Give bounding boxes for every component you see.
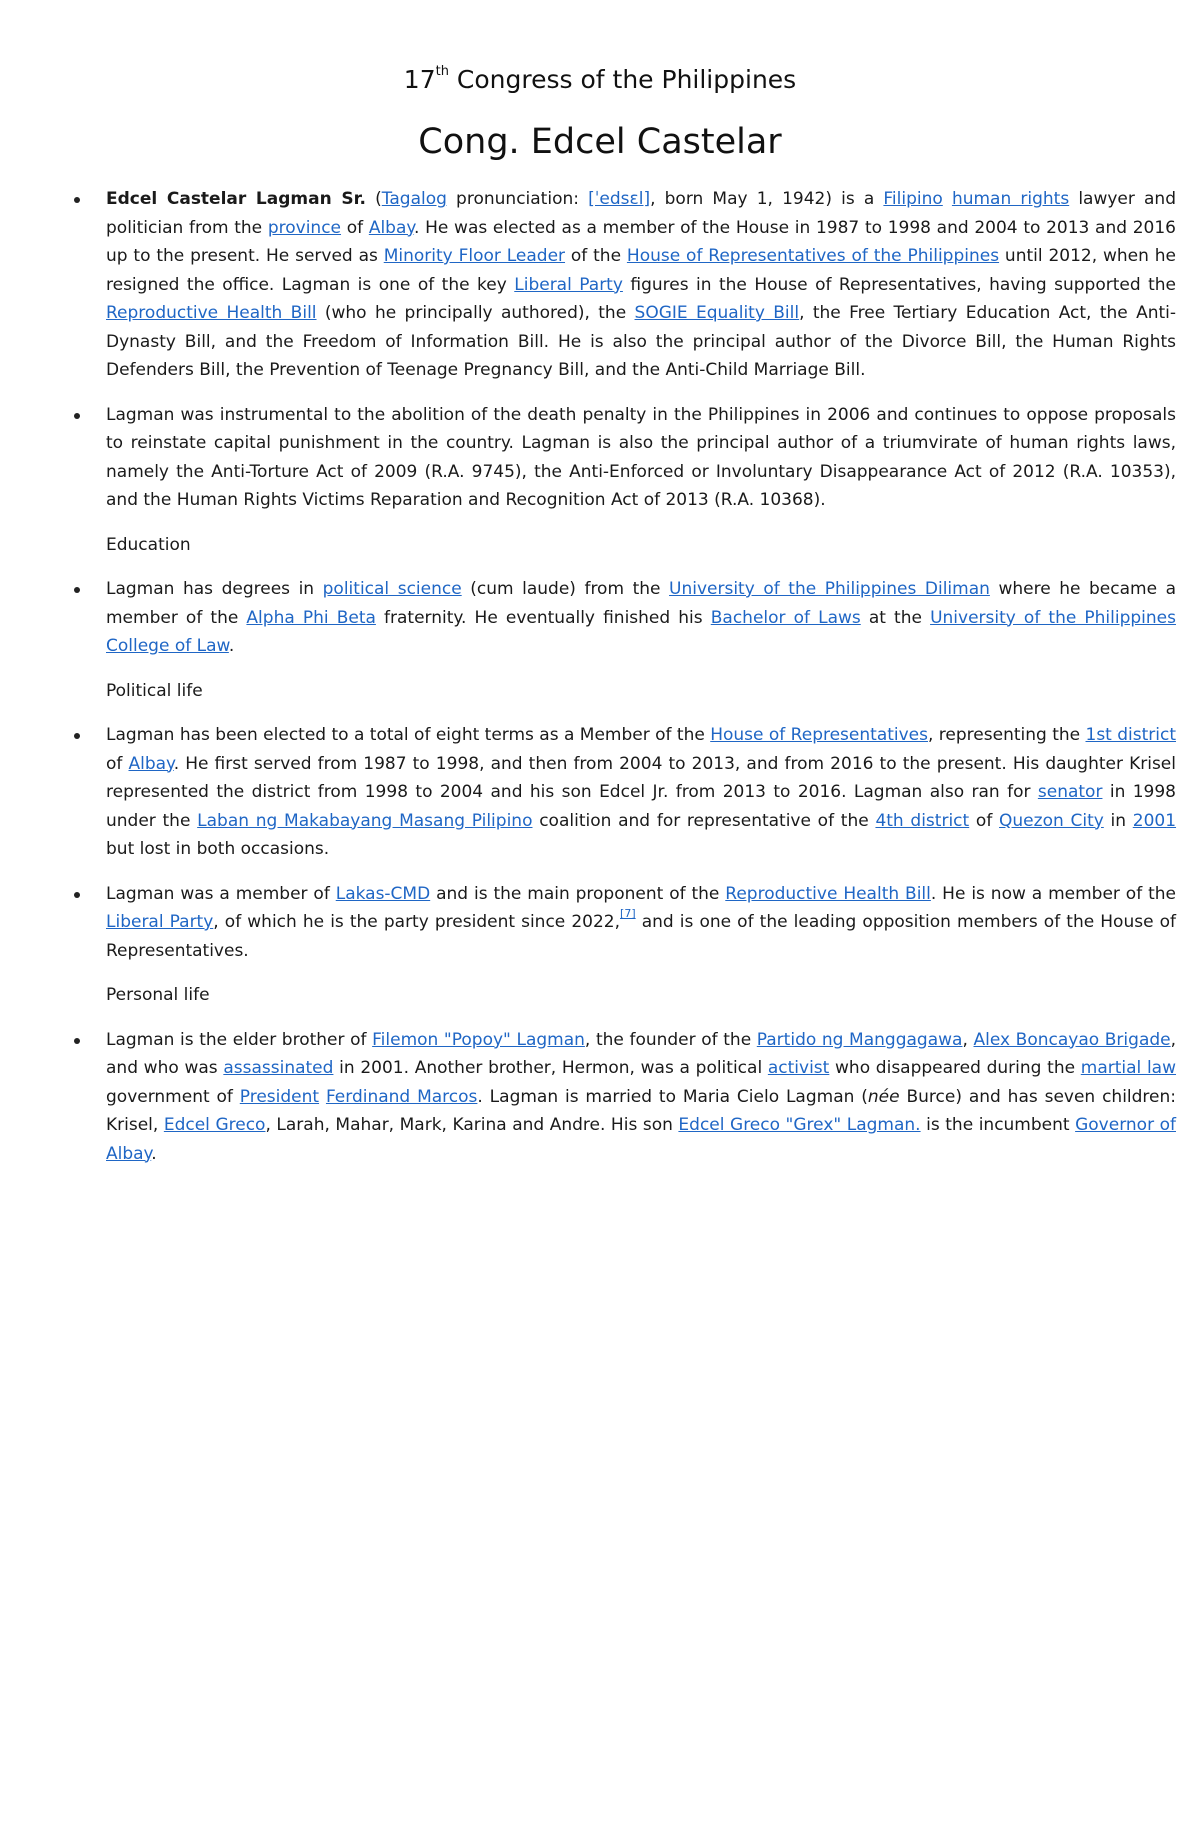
link-house-of-representatives[interactable]: House of Representatives xyxy=(710,725,928,745)
link-ferdinand-marcos[interactable]: Ferdinand Marcos xyxy=(325,1086,478,1107)
article-body xyxy=(106,185,1176,1184)
link-lamp[interactable]: Laban ng Makabayang Masang Pilipino xyxy=(197,810,533,831)
congress-heading xyxy=(0,64,1200,96)
link-political-science[interactable]: political science xyxy=(322,579,462,599)
text-run: , the founder of the xyxy=(584,1029,757,1050)
congress-title: Congress of the Philippines xyxy=(456,65,797,94)
link-albay[interactable]: Albay xyxy=(368,217,415,238)
link-governor-of-albay[interactable]: Governor of Albay xyxy=(106,1115,1176,1164)
text-run: (who he principally authored), the xyxy=(316,303,635,323)
nee-italic: née xyxy=(867,1086,900,1107)
text-run xyxy=(943,189,952,209)
congress-number: 17 xyxy=(403,65,436,94)
bullet-education xyxy=(106,575,1176,661)
text-run: , representing the xyxy=(928,725,1086,745)
link-up-diliman[interactable]: University of the Philippines Diliman xyxy=(669,579,990,599)
text-run: of xyxy=(969,810,1000,831)
text-run: Lagman has been elected to a total of eight terms as a Member of the xyxy=(106,725,711,745)
text-run: Lagman has degrees in xyxy=(106,579,323,599)
link-reproductive-health-bill[interactable]: Reproductive Health Bill xyxy=(106,303,317,323)
text-run: of the xyxy=(565,246,627,266)
text-run: , and who was xyxy=(106,1029,1177,1078)
text-run: in xyxy=(1103,810,1133,831)
link-ipa[interactable]: [ˈedsɛl] xyxy=(588,189,651,209)
link-senator[interactable]: senator xyxy=(1037,782,1103,802)
text-run: government of xyxy=(106,1086,240,1107)
text-run: pronunciation: xyxy=(446,189,589,209)
ordinal-suffix: th xyxy=(435,63,449,79)
text-run: . He first served from 1987 to 1998, and then from 2004 to 2013, and from 2016 to the present. His daughter Krisel represented the district from 1998 to 2004 and his son Edcel Jr. from 2013 to 2016. Lagman also ran for xyxy=(106,753,1176,802)
text-run: . He is now a member of the xyxy=(930,883,1176,904)
text-run: . xyxy=(151,1143,157,1164)
text-run: . xyxy=(228,636,235,656)
person-name: Edcel Castelar Lagman Sr. xyxy=(106,189,367,209)
link-liberal-party[interactable]: Liberal Party xyxy=(106,912,214,932)
link-filipino[interactable]: Filipino xyxy=(883,189,943,209)
text-run: Lagman was a member of xyxy=(106,883,336,904)
section-heading-personal-life: Personal life xyxy=(106,985,210,1005)
bullet-political-terms xyxy=(106,721,1176,864)
link-president[interactable]: President xyxy=(239,1086,320,1107)
text-run: of xyxy=(341,217,369,238)
text-run: and is one of the leading opposition members of the House of Representatives. xyxy=(106,912,1177,961)
text-run: (cum laude) from the xyxy=(461,579,670,599)
bullet-party-membership xyxy=(106,880,1176,966)
text-run: ( xyxy=(366,189,382,209)
link-bachelor-of-laws[interactable]: Bachelor of Laws xyxy=(710,607,861,628)
link-1st-district[interactable]: 1st district xyxy=(1085,725,1177,745)
text-run: figures in the House of Representatives, having supported the xyxy=(622,274,1176,295)
link-reproductive-health-bill[interactable]: Reproductive Health Bill xyxy=(725,883,931,904)
link-grex-lagman[interactable]: Edcel Greco "Grex" Lagman. xyxy=(678,1115,921,1135)
link-assassinated[interactable]: assassinated xyxy=(223,1058,334,1078)
text-run: . Lagman is married to Maria Cielo Lagman ( xyxy=(477,1086,868,1107)
link-2001[interactable]: 2001 xyxy=(1132,810,1177,831)
link-edcel-greco[interactable]: Edcel Greco xyxy=(163,1115,266,1135)
link-alpha-phi-beta[interactable]: Alpha Phi Beta xyxy=(246,607,376,628)
link-lakas-cmd[interactable]: Lakas-CMD xyxy=(335,883,431,904)
link-province[interactable]: province xyxy=(267,217,342,238)
link-filemon-lagman[interactable]: Filemon "Popoy" Lagman xyxy=(372,1029,585,1050)
citation-link[interactable]: [7] xyxy=(620,907,636,921)
text-run: fraternity. He eventually finished his xyxy=(375,607,711,628)
link-partido-ng-manggagawa[interactable]: Partido ng Manggagawa xyxy=(756,1029,963,1050)
text-run: who disappeared during the xyxy=(829,1058,1081,1078)
text-run: lawyer and politician from the xyxy=(106,189,1177,238)
text-run: where he became a member of the xyxy=(106,579,1177,628)
text-run: , the Free Tertiary Education Act, the Anti-Dynasty Bill, and the Freedom of Information Bill. He is also the principal author of the Divorce Bill, the Human Rights Defenders Bill, the Prevention of Teenage Pregnancy Bill, and the Anti-Child Marriage Bill. xyxy=(106,303,1177,380)
text-run: in 1998 under the xyxy=(106,782,1177,831)
text-run: , born May 1, 1942) is a xyxy=(650,189,884,209)
link-up-college-of-law[interactable]: University of the Philippines College of Law xyxy=(106,607,1176,656)
paragraph-text: Lagman was instrumental to the abolition of the death penalty in the Philippines in 2006 and continues to oppose proposals to reinstate capital punishment in the country. Lagman is also the principal author of a triumvirate of human rights laws, namely the Anti-Torture Act of 2009 (R.A. 9745), the Anti-Enforced or Involuntary Disappearance Act of 2012 (R.A. 10353), and the Human Rights Victims Reparation and Recognition Act of 2013 (R.A. 10368). xyxy=(106,404,1176,510)
text-run: , xyxy=(962,1029,974,1050)
section-heading-education: Education xyxy=(106,534,191,555)
page-title: Cong. Edcel Castelar xyxy=(418,122,782,162)
bullet-intro xyxy=(106,185,1176,385)
text-run: Burce) and has seven children: Krisel, xyxy=(106,1086,1177,1135)
text-run: , of which he is the party president since 2022, xyxy=(213,912,621,932)
text-run: until 2012, when he resigned the office. Lagman is one of the key xyxy=(106,246,1176,295)
link-tagalog[interactable]: Tagalog xyxy=(381,189,447,209)
text-run: but lost in both occasions. xyxy=(106,839,330,859)
text-run: and is the main proponent of the xyxy=(430,883,726,904)
link-activist[interactable]: activist xyxy=(767,1058,830,1078)
link-sogie-equality-bill[interactable]: SOGIE Equality Bill xyxy=(634,303,800,323)
link-human-rights[interactable]: human rights xyxy=(951,189,1070,209)
text-run: . He was elected as a member of the House in 1987 to 1998 and 2004 to 2013 and 2016 up to the present. He served as xyxy=(106,217,1176,266)
bullet-personal-life xyxy=(106,1026,1176,1169)
link-house-of-representatives-philippines[interactable]: House of Representatives of the Philippines xyxy=(626,246,1000,266)
link-quezon-city[interactable]: Quezon City xyxy=(999,810,1104,831)
text-run: of xyxy=(106,753,129,774)
text-run: coalition and for representative of the xyxy=(532,810,876,831)
link-minority-floor-leader[interactable]: Minority Floor Leader xyxy=(383,246,566,266)
link-martial-law[interactable]: martial law xyxy=(1080,1058,1177,1078)
text-run: Lagman is the elder brother of xyxy=(106,1029,373,1050)
link-liberal-party[interactable]: Liberal Party xyxy=(514,274,623,295)
text-run: , Larah, Mahar, Mark, Karina and Andre. His son xyxy=(265,1115,679,1135)
link-albay[interactable]: Albay xyxy=(128,753,174,774)
link-4th-district[interactable]: 4th district xyxy=(875,810,970,831)
text-run: at the xyxy=(860,607,931,628)
link-alex-boncayao-brigade[interactable]: Alex Boncayao Brigade xyxy=(973,1029,1171,1050)
text-run: in 2001. Another brother, Hermon, was a political xyxy=(333,1058,768,1078)
bullet-death-penalty xyxy=(106,401,1176,515)
section-heading-political-life: Political life xyxy=(106,680,203,701)
text-run xyxy=(319,1087,326,1107)
text-run: is the incumbent xyxy=(920,1115,1076,1135)
